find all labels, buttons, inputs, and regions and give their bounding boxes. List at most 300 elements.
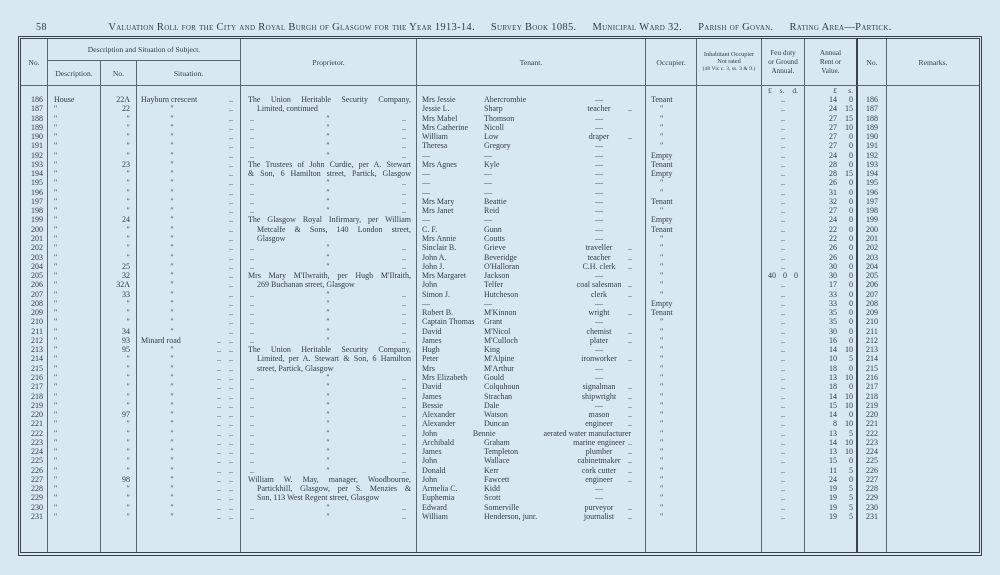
house-number-cell: ″: [101, 317, 137, 326]
dotted-leader: ..: [781, 419, 785, 429]
dotted-leader: ..: [402, 187, 406, 197]
remarks-cell: [887, 160, 979, 169]
dotted-leader: ..: [250, 150, 254, 160]
description-cell: ″: [48, 104, 101, 113]
situation-text: ″: [170, 354, 174, 364]
tenant-surname: —: [484, 298, 492, 308]
annual-rent-cell: [805, 512, 858, 521]
remarks-cell: [887, 401, 979, 410]
occupier-cell: Empty: [646, 299, 697, 308]
situation-cell: [137, 169, 241, 178]
ditto-mark: ″: [326, 150, 330, 160]
description-cell: ″: [48, 475, 101, 484]
tenant-surname: Gunn: [484, 224, 502, 234]
annual-rent-cell: [805, 188, 858, 197]
remarks-cell: [887, 336, 979, 345]
annual-rent-cell: [805, 280, 858, 289]
rent-pounds: 22: [829, 233, 837, 243]
house-number-cell: ″: [101, 225, 137, 234]
tenant-cell: [417, 299, 646, 308]
occupier-cell: Empty: [646, 215, 697, 224]
annual-rent-cell: [805, 345, 858, 354]
dotted-leader: .. ..: [217, 372, 233, 382]
rent-pounds: 24: [829, 215, 837, 225]
dotted-leader: ..: [628, 410, 632, 420]
tenant-occupation: —: [595, 493, 603, 503]
dotted-leader: [628, 317, 645, 326]
situation-cell: [137, 475, 241, 484]
dotted-leader: ..: [781, 298, 785, 308]
row-number-right-cell: 214: [858, 354, 887, 363]
rent-units: £ s.: [805, 86, 858, 95]
annual-rent-cell: [805, 151, 858, 160]
tenant-first-name: James: [422, 391, 442, 401]
tenant-occupation: —: [595, 150, 603, 160]
situation-text: ″: [170, 465, 174, 475]
row-number-right-cell: 208: [858, 299, 887, 308]
row-number-cell: 203: [21, 253, 48, 262]
annual-rent-cell: [805, 438, 858, 447]
occupier-cell: Tenant: [646, 225, 697, 234]
row-number-cell: 189: [21, 123, 48, 132]
rent-shillings: 0: [849, 410, 853, 420]
annual-rent-cell: [805, 382, 858, 391]
situation-cell: [137, 317, 241, 326]
proprietor-cell: [241, 456, 417, 465]
description-cell: ″: [48, 419, 101, 428]
tenant-first-name: James: [422, 447, 442, 457]
occupier-cell: ″: [646, 253, 697, 262]
header-description: Description.: [48, 61, 101, 85]
occupier-cell: ″: [646, 429, 697, 438]
tenant-cell: [417, 364, 646, 373]
tenant-surname: Kidd: [484, 484, 500, 494]
dotted-leader: ..: [628, 326, 632, 336]
dotted-leader: ..: [628, 335, 632, 345]
dotted-leader: ..: [250, 428, 254, 438]
situation-cell: [137, 364, 241, 373]
dotted-leader: .. ..: [217, 456, 233, 466]
inhabitant-occupier-cell: [697, 197, 762, 206]
proprietor-cell: [241, 336, 417, 345]
dotted-leader: ..: [250, 372, 254, 382]
rent-pounds: 22: [829, 224, 837, 234]
feu-units: £ s. d.: [762, 86, 805, 95]
row-number-cell: 188: [21, 114, 48, 123]
row-number-right-cell: 205: [858, 271, 887, 280]
dotted-leader: ..: [628, 419, 632, 429]
house-number-cell: ″: [101, 308, 137, 317]
inhabitant-occupier-cell: [697, 253, 762, 262]
tenant-surname: —: [484, 150, 492, 160]
dotted-leader: .. ..: [217, 354, 233, 364]
row-number-right-cell: 227: [858, 475, 887, 484]
tenant-occupation: —: [595, 372, 603, 382]
ditto-mark: ″: [326, 298, 330, 308]
situation-text: ″: [170, 169, 174, 179]
tenant-surname: M'Nicol: [484, 326, 511, 336]
remarks-cell: [887, 493, 979, 502]
feu-duty-cell: [762, 160, 805, 169]
annual-rent-cell: [805, 262, 858, 271]
feu-duty-cell: [762, 215, 805, 224]
header-group-title: Description and Situation of Subject.: [48, 39, 240, 61]
situation-text: ″: [170, 159, 174, 169]
situation-cell: [137, 373, 241, 382]
feu-duty-cell: [762, 169, 805, 178]
tenant-surname: Coutts: [484, 233, 505, 243]
dotted-leader: ..: [402, 141, 406, 151]
description-cell: ″: [48, 317, 101, 326]
table-row: [21, 429, 979, 438]
rent-shillings: 5: [849, 484, 853, 494]
remarks-cell: [887, 438, 979, 447]
row-number-cell: 206: [21, 280, 48, 289]
feu-duty-cell: [762, 280, 805, 289]
situation-cell: [137, 215, 241, 224]
row-number-right-cell: 188: [858, 114, 887, 123]
dotted-leader: ..: [229, 289, 233, 299]
valuation-roll-table: [18, 36, 982, 556]
house-number-cell: ″: [101, 512, 137, 521]
row-number-cell: 222: [21, 429, 48, 438]
situation-text: Hayburn crescent: [141, 95, 198, 104]
dotted-leader: ..: [229, 224, 233, 234]
tenant-cell: [417, 206, 646, 215]
remarks-cell: [887, 253, 979, 262]
dotted-leader: [628, 234, 645, 243]
proprietor-cell: Glasgow: [241, 234, 417, 243]
row-number-right-cell: 213: [858, 345, 887, 354]
inhabitant-occupier-cell: [697, 178, 762, 187]
tenant-first-name: Mrs Elizabeth: [422, 372, 468, 382]
dotted-leader: ..: [229, 298, 233, 308]
tenant-occupation: —: [595, 113, 603, 123]
dotted-leader: ..: [781, 326, 785, 336]
row-number-cell: 217: [21, 382, 48, 391]
dotted-leader: .. ..: [217, 410, 233, 420]
tenant-occupation: teacher: [587, 104, 611, 114]
rent-pounds: 33: [829, 289, 837, 299]
tenant-cell: [417, 151, 646, 160]
house-number-cell: ″: [101, 373, 137, 382]
inhabitant-occupier-cell: [697, 327, 762, 336]
tenant-first-name: Jessie L.: [422, 104, 450, 114]
tenant-surname: Jackson: [484, 271, 510, 281]
row-number-cell: 223: [21, 438, 48, 447]
filler-cell: [417, 521, 646, 552]
annual-rent-cell: [805, 206, 858, 215]
dotted-leader: ..: [229, 150, 233, 160]
description-cell: ″: [48, 484, 101, 493]
dotted-leader: ..: [781, 502, 785, 512]
tenant-occupation: wright: [588, 308, 610, 318]
ditto-mark: ″: [326, 308, 330, 318]
occupier-cell: ″: [646, 280, 697, 289]
rent-pounds: 15: [829, 400, 837, 410]
dotted-leader: ..: [781, 104, 785, 114]
dotted-leader: ..: [402, 113, 406, 123]
inhabitant-occupier-cell: [697, 234, 762, 243]
remarks-cell: [887, 345, 979, 354]
feu-duty-cell: [762, 262, 805, 271]
annual-rent-cell: [805, 484, 858, 493]
remarks-cell: [887, 484, 979, 493]
dotted-leader: ..: [402, 289, 406, 299]
tenant-surname: Duncan: [484, 419, 509, 429]
situation-cell: [137, 280, 241, 289]
tenant-cell: [417, 188, 646, 197]
dotted-leader: .. ..: [217, 511, 233, 521]
tenant-first-name: Alexander: [422, 419, 456, 429]
situation-text: ″: [170, 410, 174, 420]
tenant-cell: [417, 382, 646, 391]
house-number-cell: ″: [101, 438, 137, 447]
tenant-cell: [417, 475, 646, 484]
dotted-leader: [628, 188, 645, 197]
inhabitant-occupier-cell: [697, 410, 762, 419]
dotted-leader: ..: [628, 382, 632, 392]
situation-text: ″: [170, 215, 174, 225]
table-row: [21, 392, 979, 401]
rent-shillings: 0: [849, 382, 853, 392]
tenant-surname: Abercrombie: [484, 95, 527, 104]
tenant-occupation: mason: [588, 410, 610, 420]
tenant-first-name: Sinclair B.: [422, 243, 457, 253]
rent-shillings: 0: [849, 95, 853, 104]
tenant-occupation: —: [595, 178, 603, 188]
dotted-leader: .. ..: [217, 474, 233, 484]
proprietor-cell: [241, 299, 417, 308]
feu-duty-cell: [762, 503, 805, 512]
remarks-cell: [887, 206, 979, 215]
rent-shillings: 0: [849, 150, 853, 160]
title-segment: Rating Area—Partick.: [789, 22, 892, 33]
annual-rent-cell: [805, 271, 858, 280]
rent-shillings: 0: [849, 363, 853, 373]
situation-text: ″: [170, 132, 174, 142]
tenant-first-name: John: [422, 428, 438, 438]
ditto-mark: ″: [326, 113, 330, 123]
description-cell: ″: [48, 401, 101, 410]
inhabitant-occupier-cell: [697, 382, 762, 391]
tenant-occupation: traveller: [585, 243, 613, 253]
occupier-cell: ″: [646, 382, 697, 391]
rent-pounds: 26: [829, 178, 837, 188]
tenant-occupation: —: [595, 196, 603, 206]
tenant-surname: Dale: [484, 400, 500, 410]
title-segment: Parish of Govan.: [698, 22, 774, 33]
situation-cell: [137, 104, 241, 113]
row-number-right-cell: 194: [858, 169, 887, 178]
rent-shillings: 10: [845, 122, 853, 132]
description-cell: ″: [48, 271, 101, 280]
occupier-cell: ″: [646, 243, 697, 252]
dotted-leader: ..: [628, 289, 632, 299]
situation-cell: [137, 493, 241, 502]
feu-duty-cell: [762, 123, 805, 132]
dotted-leader: ..: [628, 474, 632, 484]
dotted-leader: ..: [250, 456, 254, 466]
tenant-first-name: Theresa: [422, 141, 448, 151]
dotted-leader: ..: [781, 465, 785, 475]
rent-pounds: 26: [829, 252, 837, 262]
proprietor-cell: [241, 327, 417, 336]
description-cell: ″: [48, 290, 101, 299]
tenant-cell: [417, 336, 646, 345]
situation-text: ″: [170, 345, 174, 355]
tenant-first-name: Robert B.: [422, 308, 454, 318]
dotted-leader: .. ..: [217, 363, 233, 373]
header-description-group: [48, 39, 241, 85]
rent-pounds: 19: [829, 484, 837, 494]
table-header: [21, 39, 979, 86]
situation-cell: [137, 160, 241, 169]
dotted-leader: ..: [402, 308, 406, 318]
feu-duty-cell: [762, 447, 805, 456]
annual-rent-cell: [805, 290, 858, 299]
proprietor-cell: [241, 512, 417, 521]
occupier-cell: ″: [646, 447, 697, 456]
tenant-occupation: aerated water manufacturer: [543, 428, 632, 438]
table-row: [21, 308, 979, 317]
inhabitant-occupier-cell: [697, 104, 762, 113]
occupier-cell: Tenant: [646, 197, 697, 206]
rent-shillings: 0: [849, 233, 853, 243]
table-row: [21, 475, 979, 484]
row-number-right-cell: 203: [858, 253, 887, 262]
ditto-mark: ″: [326, 428, 330, 438]
feu-duty-cell: [762, 382, 805, 391]
row-number-cell: 227: [21, 475, 48, 484]
rent-pounds: 30: [829, 261, 837, 271]
rent-pounds: 18: [829, 363, 837, 373]
header-no: No.: [21, 39, 48, 85]
dotted-leader: ..: [781, 187, 785, 197]
rent-shillings: 5: [849, 465, 853, 475]
dotted-leader: ..: [402, 261, 406, 271]
dotted-leader: ..: [402, 456, 406, 466]
remarks-cell: [887, 299, 979, 308]
feu-duty-cell: [762, 364, 805, 373]
situation-text: Minard road: [141, 335, 181, 345]
description-cell: ″: [48, 438, 101, 447]
situation-text: ″: [170, 308, 174, 318]
tenant-first-name: —: [422, 150, 430, 160]
rent-shillings: 0: [849, 243, 853, 253]
inhabitant-occupier-cell: [697, 151, 762, 160]
situation-text: ″: [170, 428, 174, 438]
annual-rent-cell: [805, 503, 858, 512]
tenant-occupation: —: [595, 159, 603, 169]
occupier-cell: ″: [646, 104, 697, 113]
inhabitant-occupier-cell: [697, 493, 762, 502]
rent-pounds: 13: [829, 447, 837, 457]
row-number-cell: 209: [21, 308, 48, 317]
dotted-leader: ..: [250, 206, 254, 216]
filler-cell: [697, 521, 762, 552]
house-number-cell: 22A: [101, 95, 137, 104]
rent-pounds: 14: [829, 391, 837, 401]
situation-cell: [137, 234, 241, 243]
feu-duty-cell: [762, 253, 805, 262]
remarks-cell: [887, 104, 979, 113]
rent-pounds: 15: [829, 456, 837, 466]
proprietor-cell: [241, 243, 417, 252]
annual-rent-cell: [805, 104, 858, 113]
rent-pounds: 10: [829, 354, 837, 364]
description-cell: ″: [48, 206, 101, 215]
ditto-mark: ″: [326, 437, 330, 447]
house-number-cell: ″: [101, 178, 137, 187]
row-number-right-cell: 187: [858, 104, 887, 113]
description-cell: ″: [48, 493, 101, 502]
dotted-leader: ..: [781, 474, 785, 484]
row-number-right-cell: 193: [858, 160, 887, 169]
description-cell: ″: [48, 234, 101, 243]
row-number-right-cell: 189: [858, 123, 887, 132]
rent-shillings: 5: [849, 428, 853, 438]
feu-duty-cell: [762, 188, 805, 197]
feu-duty-cell: [762, 234, 805, 243]
proprietor-cell: The Trustees of John Curdie, per A. Stewart: [241, 160, 417, 169]
ditto-mark: ″: [326, 465, 330, 475]
situation-text: ″: [170, 271, 174, 281]
remarks-cell: [887, 354, 979, 363]
dotted-leader: ..: [402, 326, 406, 336]
dotted-leader: ..: [628, 243, 632, 253]
proprietor-cell: [241, 410, 417, 419]
tenant-occupation: journalist: [583, 511, 615, 521]
inhabitant-occupier-cell: [697, 114, 762, 123]
inhabitant-occupier-cell: [697, 317, 762, 326]
situation-text: ″: [170, 289, 174, 299]
dotted-leader: ..: [781, 122, 785, 132]
dotted-leader: [628, 197, 645, 206]
row-number-cell: 190: [21, 132, 48, 141]
tenant-occupation: —: [595, 169, 603, 179]
occupier-cell: Tenant: [646, 160, 697, 169]
row-number-cell: 229: [21, 493, 48, 502]
table-row: [21, 484, 979, 493]
tenant-surname: M'Arthur: [484, 363, 514, 373]
table-row: [21, 169, 979, 178]
occupier-cell: ″: [646, 392, 697, 401]
dotted-leader: ..: [402, 428, 406, 438]
dotted-leader: ..: [781, 372, 785, 382]
occupier-cell: ″: [646, 503, 697, 512]
inhabitant-occupier-cell: [697, 512, 762, 521]
table-body: [21, 95, 979, 552]
table-row: [21, 401, 979, 410]
inhabitant-occupier-cell: [697, 475, 762, 484]
house-number-cell: ″: [101, 419, 137, 428]
feu-duty-cell: [762, 466, 805, 475]
row-number-cell: 226: [21, 466, 48, 475]
description-cell: ″: [48, 456, 101, 465]
dotted-leader: ..: [781, 511, 785, 521]
tenant-occupation: clerk: [591, 289, 607, 299]
ditto-mark: ″: [326, 196, 330, 206]
ditto-mark: ″: [326, 261, 330, 271]
feu-duty-cell: [762, 456, 805, 465]
annual-rent-cell: [805, 429, 858, 438]
dotted-leader: ..: [250, 187, 254, 197]
occupier-cell: ″: [646, 493, 697, 502]
dotted-leader: .. ..: [217, 437, 233, 447]
dotted-leader: ..: [628, 437, 632, 447]
remarks-cell: [887, 456, 979, 465]
